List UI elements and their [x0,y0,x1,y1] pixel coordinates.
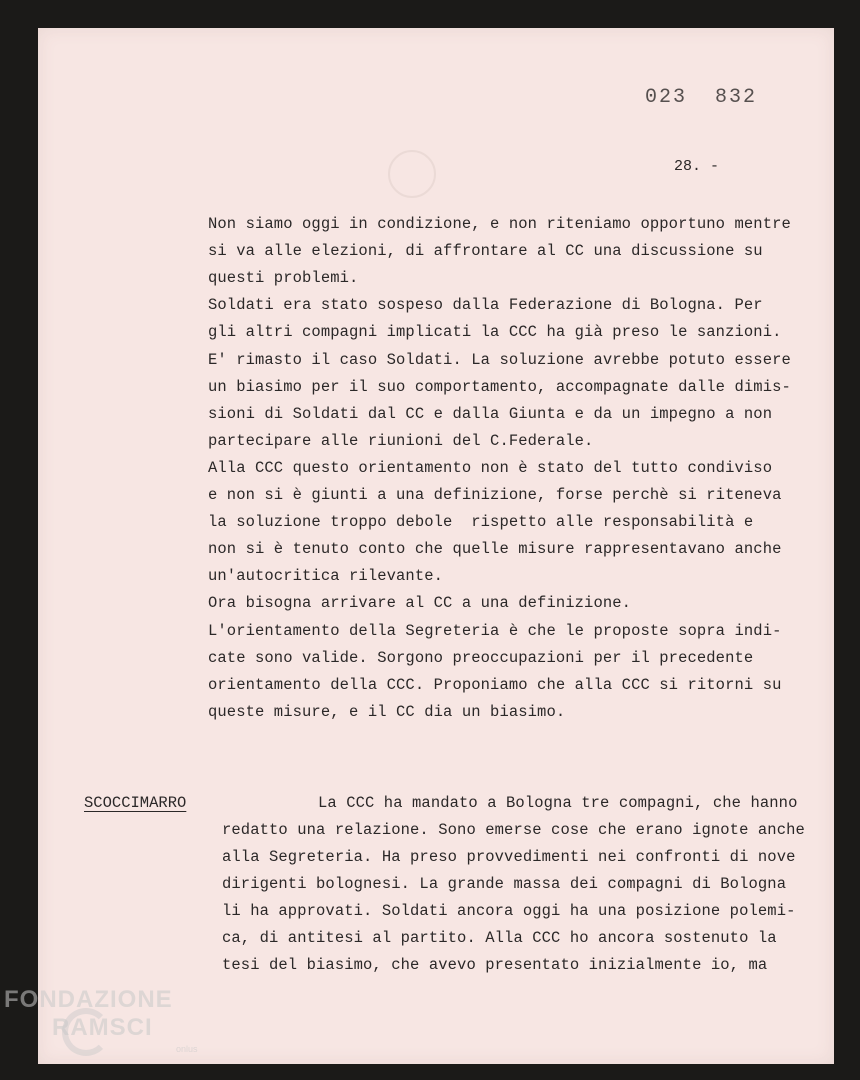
faded-stamp [388,150,436,198]
text-line: Alla CCC questo orientamento non è stato del tutto condiviso [208,458,773,477]
text-line: queste misure, e il CC dia un biasimo. [208,702,566,721]
watermark-suffix: onlus [176,1044,198,1054]
text-line: ca, di antitesi al partito. Alla CCC ho ancora sostenuto la [222,929,777,947]
text-line: redatto una relazione. Sono emerse cose che erano ignote anche [222,821,805,839]
watermark-line-1: FONDAZIONE [4,986,173,1013]
text-line: E' rimasto il caso Soldati. La soluzione avrebbe potuto essere [208,350,791,369]
text-line: alla Segreteria. Ha preso provvedimenti nei confronti di nove [222,848,796,866]
watermark-line-2: RAMSCI [52,1014,153,1041]
text-line: questi problemi. [208,269,359,288]
text-line: sioni di Soldati dal CC e dalla Giunta e da un impegno a non [208,404,773,423]
text-line: Soldati era stato sospeso dalla Federazione di Bologna. Per [208,296,763,315]
fondazione-gramsci-watermark [4,986,234,1066]
text-line: cate sono valide. Sorgono preoccupazioni per il precedente [208,648,754,667]
text-line: tesi del biasimo, che avevo presentato inizialmente io, ma [222,956,768,974]
page-number: 28. - [674,158,720,175]
text-line: e non si è giunti a una definizione, forse perchè si riteneva [208,486,782,504]
text-line: gli altri compagni implicati la CCC ha già preso le sanzioni. [208,323,782,342]
text-line: Ora bisogna arrivare al CC a una definizione. [208,594,632,613]
text-line: la soluzione troppo debole rispetto alle responsabilità e [208,513,754,532]
archive-number: 023 832 [645,86,758,109]
text-line: dirigenti bolognesi. La grande massa dei compagni di Bologna [222,875,787,893]
text-line: un'autocritica rilevante. [208,567,444,586]
text-line: orientamento della CCC. Proponiamo che alla CCC si ritorni su [208,675,782,694]
text-line: partecipare alle riunioni del C.Federale. [208,431,594,450]
text-line: un biasimo per il suo comportamento, accompagnate dalle dimis- [208,377,791,396]
text-line: La CCC ha mandato a Bologna tre compagni, che hanno [318,794,798,812]
text-line: L'orientamento della Segreteria è che le proposte sopra indi- [208,621,782,640]
text-line: Non siamo oggi in condizione, e non riteniamo opportuno mentre [208,215,791,233]
speaker-name: SCOCCIMARRO [84,794,187,812]
text-line: si va alle elezioni, di affrontare al CC una discussione su [208,242,763,261]
text-line: non si è tenuto conto che quelle misure rappresentavano anche [208,540,782,559]
text-line: li ha approvati. Soldati ancora oggi ha una posizione polemi- [222,902,796,920]
